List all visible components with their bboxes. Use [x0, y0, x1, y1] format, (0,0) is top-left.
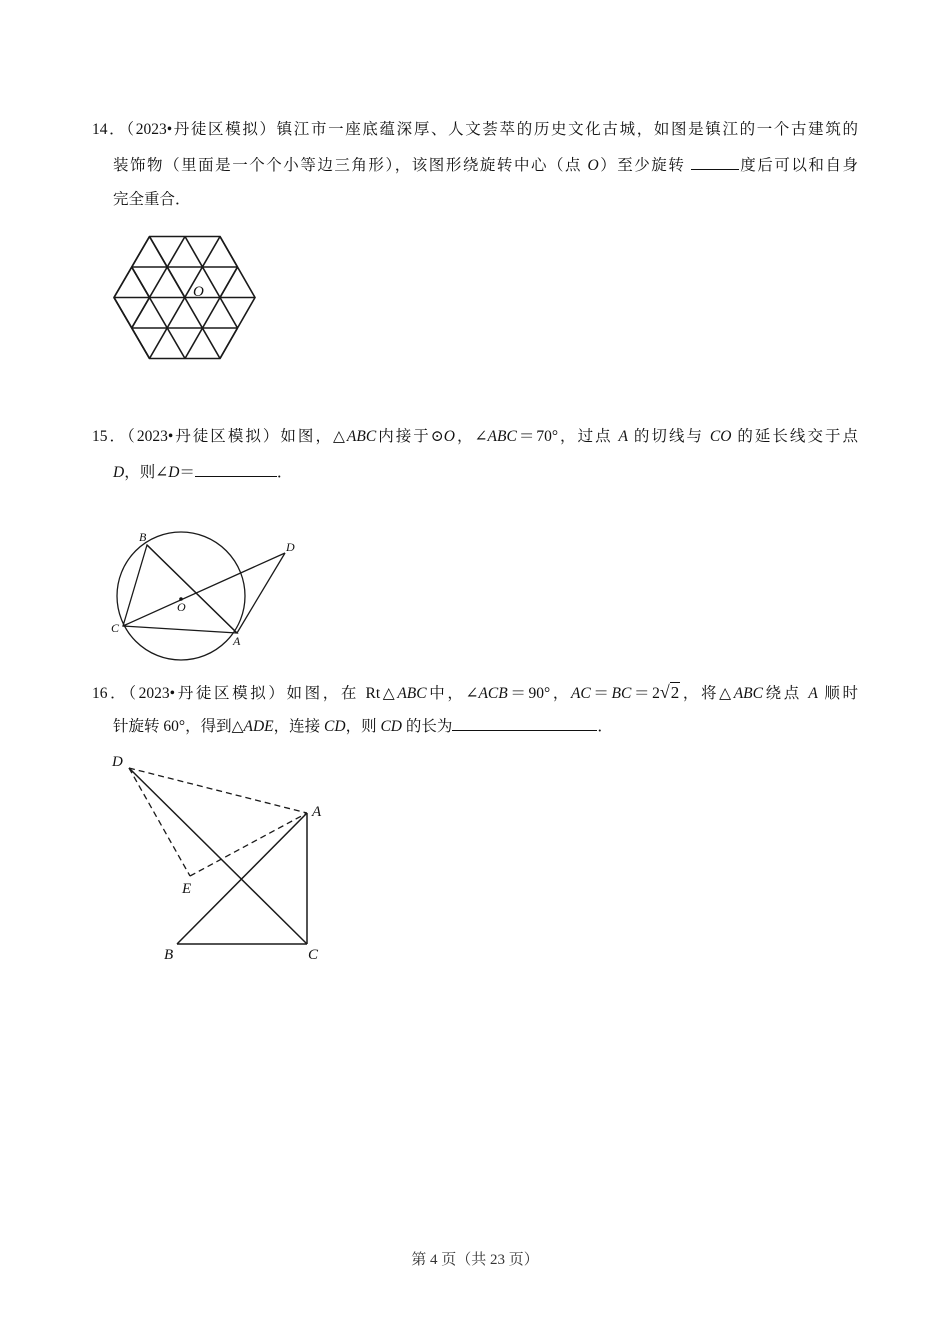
- label-b: B: [164, 947, 174, 963]
- label-e: E: [182, 881, 192, 897]
- q15-line-1: 15．（2023•丹徒区模拟）如图，△ABC内接于⊙O，∠ABC＝70°，过点 A 的切线与 CO 的延长线交于点: [92, 428, 858, 445]
- page-number: 第 4 页（共 23 页）: [411, 1252, 539, 1268]
- question-number: 16．: [92, 685, 129, 702]
- label-d: D: [112, 754, 123, 770]
- q14-line-1: [92, 120, 858, 140]
- q14-line-3: 完全重合．: [113, 191, 191, 208]
- question-source: （2023•丹徒区模拟）: [128, 685, 287, 702]
- label-a: A: [312, 804, 322, 820]
- rotated-triangle-figure: [100, 748, 340, 968]
- circle-tangent-figure: [100, 525, 310, 665]
- q15-line-2: D，则∠D＝ ．: [113, 464, 293, 481]
- page-footer: [0, 1250, 950, 1268]
- label-b: B: [139, 530, 147, 544]
- label-c: C: [308, 947, 319, 963]
- sqrt-symbol: √2: [659, 682, 680, 702]
- question-number: 15．: [92, 428, 128, 445]
- question-text: 镇江市一座底蕴深厚、人文荟萃的历史文化古城，如图是镇江的一个古建筑的: [276, 121, 858, 138]
- answer-blank[interactable]: [195, 462, 277, 477]
- question-source: （2023•丹徒区模拟）: [127, 428, 281, 445]
- center-label-o: O: [193, 284, 204, 300]
- answer-blank[interactable]: [691, 155, 739, 170]
- label-o: O: [177, 600, 186, 614]
- point-o: O: [587, 157, 599, 174]
- q16-line-2: 针旋转 60°，得到△ADE，连接 CD，则 CD 的长为 ．: [113, 718, 613, 735]
- answer-blank[interactable]: [452, 716, 597, 731]
- label-c: C: [111, 621, 120, 635]
- question-number: 14．: [92, 121, 127, 138]
- label-a: A: [233, 634, 241, 648]
- label-d: D: [286, 540, 295, 554]
- q14-line-2: 装饰物（里面是一个个小等边三角形），该图形绕旋转中心（点 O）至少旋转 度后可以和自身: [113, 157, 858, 174]
- hexagon-triangle-figure: [100, 225, 270, 370]
- q16-line-1: 16．（2023•丹徒区模拟）如图，在 Rt△ABC中，∠ACB＝90°，AC＝BC＝2√2，将△ABC绕点 A 顺时: [92, 682, 859, 702]
- question-source: （2023•丹徒区模拟）: [126, 121, 277, 138]
